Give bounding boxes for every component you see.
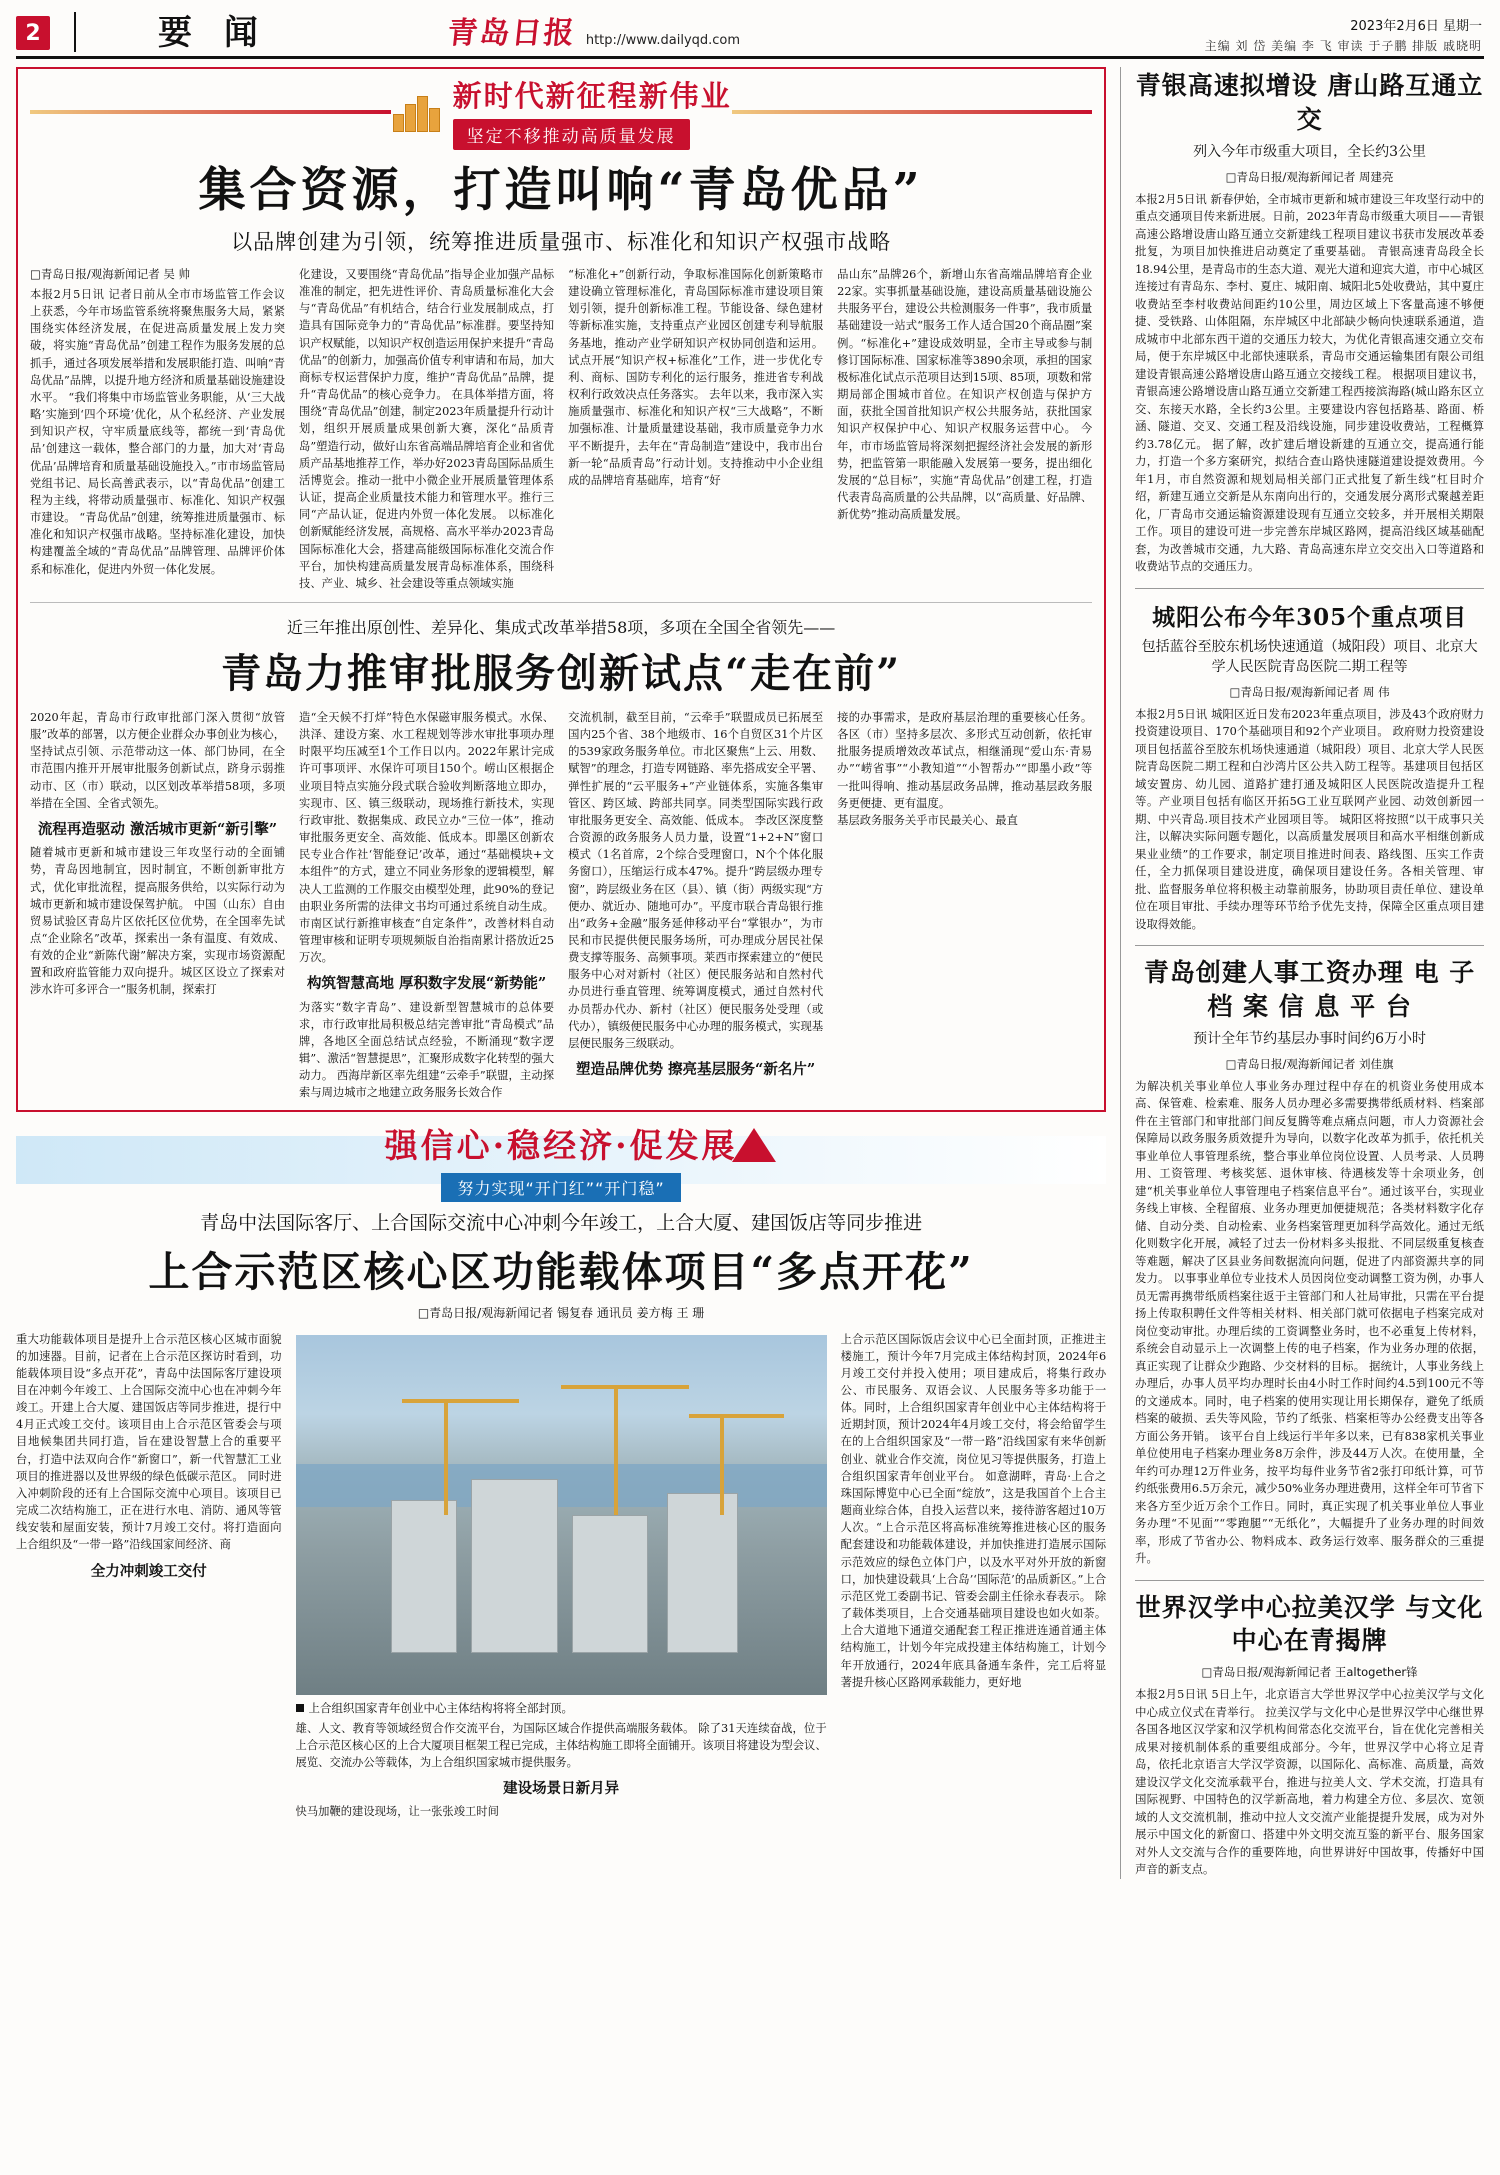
right-article-4 [1135,1591,1484,1879]
right-article-3-subhead: 预计全年节约基层办事时间约6万小时 [1193,1030,1427,1047]
photo-caption-text: 上合组织国家青年创业中心主体结构将将全部封顶。 [308,1700,574,1715]
article-1-column-1: 本报2月5日讯 记者日前从全市市场监管工作会议上获悉，今年市场监管系统将聚焦服务大局，紧紧围绕实体经济发展，在促进高质量发展上发力突破，将实施“青岛优品”创建工程作为服务发展的总抓手，通过各项发展举措和发展职能打造、叫响“青岛优品”品牌，以提升地方经济和质量基础设施建设水平。 “我们将集中市场监管业务职能，从‘三大战略’实施到‘四个环境’优化，从个私经济、产业发展到知识产权，守牢质量底线等，都统一到‘青岛优品’创建这一载体，整合部门的力量，加大对‘青岛优品’品牌培育和质量基础设施投入。”市市场监管局党组书记、局长高善武表示，以“青岛优品”创建工程为主线，将带动质量强市、标准化、知识产权强市建设。 “青岛优品”创建，统筹推进质量强市、标准化和知识产权强市战略。坚持标准化建设，加快构建覆盖全域的“青岛优品”品牌管理、品牌评价体系和标准化，促进内外贸一体化发展。 [30,288,286,576]
right-article-3 [1135,956,1484,1568]
banner-main-title: 新时代新征程新伟业 [452,79,732,113]
article-1-byline: □青岛日报/观海新闻记者 吴 帅 [30,267,191,281]
right-divider-3 [1135,1580,1484,1581]
banner-rule-right [732,110,1093,114]
caption-marker-icon [296,1704,304,1712]
right-article-1-byline: □青岛日报/观海新闻记者 周建亮 [1225,169,1394,184]
article-3-sub-para-2: 快马加鞭的建设现场，让一张张竣工时间 [295,1805,499,1819]
article-3 [16,1122,1106,1821]
article-2 [30,615,1092,1102]
article-2-column-1: 2020年起，青岛市行政审批部门深入贯彻“放管服”改革的部署，以方便企业群众办事创业为核心，坚持试点引领、示范带动这一体、部门协同，在全市范围内推开开展审批服务创新试点，跻身示弱推动市、区（市）联动，以区划改革举措58项，多项举措在全国、全省式领先。 [30,710,286,810]
article-2-kicker: 近三年推出原创性、差异化、集成式改革举措58项，多项在全国全省领先—— [286,617,836,637]
article-1-columns [30,266,1092,592]
masthead [16,0,1484,59]
left-content-zone [16,67,1106,1879]
banner-text [453,74,732,150]
banner-sub-title: 坚定不移推动高质量发展 [453,119,690,150]
right-article-2-text: 本报2月5日讯 城阳区近日发布2023年重点项目，涉及43个政府财力投资建设项目、170个基础项目和92个产业项目。 政府财力投资建设项目包括蓝谷至胶东机场快速通道（城阳段）项目、北京大学人民医院青岛医院二期工程和白沙湾片区公共入防工程等。基建项目包括区域安置房、幼儿园、道路扩建打通及城阳区人民医院改造提升工程等。产业项目包括有临区开拓5G工业互联网产业园、动效创新园一期、中兴青岛.项目技术产业园项目等。 城阳区将按照“以干成事只关注，以解决实际问题专题化，以高质量发展项目和高水平相继创新成果业业绩”的工作要求，制定项目推进时间表、路线图、压实工作责任，全力抓保项目建设进度，确保项目建设任务。各相关管理、审批、监督服务单位将积极主动靠前服务，协助项目责任单位、建设单位在项目审批、手续办理等环节给予优先支持，保障全区重点项目建设取得效能。 [1135,707,1484,931]
article-1-column-4: 品山东”品牌26个，新增山东省高端品牌培育企业22家。实事抓量基础设施，建设高质量基础设施公共服务平台，建设公共检测服务一件事”，我市质量基础建设一站式“服务工作人适合国20个商品圈”案例。“标准化+”建设成效明显，全市主导或参与制修订国际标准、国家标准等3890余项，承担的国家极标准化试点示范项目达到15项、85项，项数和常期局部企围城市首位。在知识产权创造与保护方面，获批全国首批知识产权公共服务站，获批国家知识产权保护中心、知识产权服务运营中心。 今年，市市场监管局将深刻把握经济社会发展的新形势，把监管第一职能融入发展第一要务，提出细化发展的“总目标”，实施“青岛优品”创建工程，打造代表青岛高质量的公共品牌，以“高质量、好品牌、新优势”推动高质量发展。 [837,268,1093,522]
banner-2-main-title: 强信心·稳经济·促发展 [384,1125,738,1165]
right-article-2-byline: □青岛日报/观海新闻记者 周 伟 [1229,684,1390,699]
publication-date: 2023年2月6日 星期一 [1350,19,1482,34]
article-3-photo-block [296,1335,827,1716]
right-divider-1 [1135,588,1484,589]
banner-2-sub-title: 努力实现“开门红”“开门稳” [441,1173,680,1202]
right-article-4-headline: 世界汉学中心拉美汉学 与文化中心在青揭牌 [1135,1592,1484,1656]
article-2-subtitle-3: 塑造品牌优势 擦亮基层服务“新名片” [576,1061,816,1079]
campaign-banner-2 [16,1122,1106,1200]
article-2-sub-para-2: 为落实“数字青岛”、建设新型智慧城市的总体要求，市行政审批局积极总结完善审批“青岛模式”品牌，各地区全面总结试点经验，不断涌现“数字逻辑”、激活“智慧提思”，汇聚形成数字化转型的强大动力。 西海岸新区率先组建“云牵手”联盟，主动探索与周边城市之地建立政务服务长效合作 [299,1000,555,1100]
right-article-2 [1135,599,1484,934]
article-1-headline: 集合资源，打造叫响“青岛优品” [198,163,924,218]
section-title: 要 闻 [158,13,268,53]
right-article-4-byline: □青岛日报/观海新闻记者 王altogether锋 [1201,1665,1418,1679]
right-article-2-subhead: 包括蓝谷至胶东机场快速通道（城阳段）项目、北京大学人民医院青岛医院二期工程等 [1141,638,1478,675]
newspaper-logo-block [445,8,741,52]
article-2-column-4: 接的办事需求，是政府基层治理的重要核心任务。各区（市）坚持多层次、多形式互动创新，依托审批服务提质增效改革试点，相继涌现“爱山东·青易办”“崂省事”“小教知道”“小智帮办”“即墨小政”等一批叫得响、推动基层政务品牌，推动基层政务服务更便捷、更有温度。 [837,710,1093,810]
article-1-subhead: 以品牌创建为引领，统筹推进质量强市、标准化和知识产权强市战略 [231,230,892,254]
article-2-subtitle-1: 流程再造驱动 激活城市更新“新引擎” [37,820,278,838]
campaign-banner-1 [30,79,1092,147]
right-content-zone [1120,67,1484,1879]
right-article-3-headline: 青岛创建人事工资办理 电 子 档 案 信 息 平 台 [1143,958,1476,1021]
article-3-column-2: 雄、人文、教育等领域经贸合作交流平台，为国际区域合作提供高端服务载体。 除了31天连续奋战，位于上合示范区核心区的上合大厦项目框架工程已完成，主体结构施工即将全面铺开。该项目将建设为型会议、展览、交流办公等载体，为上合组织国家城市提供服务。 [295,1721,827,1769]
page-number: 2 [16,16,50,50]
up-arrow-icon [732,1128,776,1162]
right-article-2-headline: 城阳公布今年305个重点项目 [1152,603,1468,631]
article-1-column-2: 化建设，又要围绕“青岛优品”指导企业加强产品标准准的制定，把先进性评价、青岛质量标准化大会与“青岛优品”有机结合，结合行业发展制成点，打造具有国际竞争力的“青岛优品”标准群。要坚持知识产权赋能，以知识产权创造运用保护来提升“青岛优品”的创新力，加强高价值专利审请和布局，加大商标专权运营保护力度，维护“青岛优品”品牌，提升“青岛优品”的核心竞争力。 在具体举措方面，将围绕“青岛优品”创建，制定2023年质量提升行动计划，组织开展质量成果创新大赛，深化“品质青岛”塑造行动，做好山东省高端品牌培育企业和省优质产品基地推荐工作，举办好2023青岛国际品质生活博览会。推动一批中小微企业开展质量管理体系认证，提高企业质量技术能力和管理水平。推行三同“产品认证，促进内外贸一体化发展。 以标准化创新赋能经济发展，高规格、高水平举办2023青岛国际标准化大会，搭建高能级国际标准化交流合作平台，加快构建高质量发展青岛标准体系，围绕科技、产业、城乡、社会建设等重点领域实施 [299,268,555,590]
banner-rule-left [30,110,391,114]
right-article-1-subhead: 列入今年市级重大项目，全长约3公里 [1193,143,1427,160]
right-divider-2 [1135,945,1484,946]
photo-caption [296,1700,827,1716]
article-2-headline: 青岛力推审批服务创新试点“走在前” [221,649,902,697]
article-2-last-para: 基层政务服务关乎市民最关心、最直 [837,813,1018,827]
article-1-column-3: “标准化+”创新行动，争取标准国际化创新策略市建设确立管理标准化，青岛国际标准市建设项目策划引领，提升创新标准工程。节能设备、绿色建材等新标准实施，支持重点产业园区创建专利导航服务基地，推动产业学研知识产权协同创造和运用。试点开展“知识产权+标准化”工作，进一步优化专利、商标、国防专利化的运行服务，推进省专利战权利行政效决点任务落实。 去年以来，我市深入实施质量强市、标准化和知识产权“三大战略”，不断加强标准、计量质量建设基础，我市质量竞争力水平不断提升，去年在“青岛制造”建设中，我市出台新一轮“品质青岛”行动计划。支持推动中小企业组成的品牌培育基础库，培育“好 [568,268,824,487]
right-article-3-byline: □青岛日报/观海新闻记者 刘佳旗 [1225,1056,1394,1071]
article-3-column-3: 上合示范区国际饭店会议中心已全面封顶，正推进主楼施工，预计今年7月完成主体结构封顶，2024年6月竣工交付并投入使用；项目建成后，将集行政办公、市民服务、双语会议、人民服务等多功能于一体。同时，上合组织国家青年创业中心主体结构将于近期封顶，预计2024年4月竣工交付，将会给留学生在的上合组织国家及“一带一路”沿线国家有来华创新创业、就业合作交流，岗位见习等提供服务，打造上合组织国家青年创业平台。 如意湖畔，青岛·上合之珠国际博览中心已全面“绽放”，这是我国首个上合主题商业综合体，自投入运营以来，接待游客超过10万人次。“上合示范区将高标准统筹推进核心区的服务配套建设和功能载体建设，并加快推进打造展示国际示范效应的绿色立体门户，以及水平对外开放的新窗口，加快建设载具‘上合岛’‘国际范’的品质新区。”上合示范区党工委副书记、管委会副主任徐永春表示。 除了载体类项目，上合交通基础项目建设也如火如荼。上合大道地下通道交通配套工程正推进连通首通主体结构施工，计划今年完成投建主体结构施工，计划今年开放通行，2024年底具备通车条件，完工后将显著提升核心区路网承载能力，更好地 [840,1332,1107,1689]
right-article-1 [1135,69,1484,576]
article-3-column-1: 重大功能载体项目是提升上合示范区核心区城市面貌的加速器。目前，记者在上合示范区探访时看到，功能载体项目设“多点开花”，青岛中法国际客厅建设项目在冲刺今年竣工、上合国际交流中心也在冲刺今年竣工。开建上合大厦、建国饭店等同步推进，提行中4月正式竣工交付。该项目由上合示范区管委会与项目地候集团共同打造，旨在建设智慧上合的重要平台，打造中法双向合作“新窗口”，新一代智慧汇工业项目的推进器以及世界级的绿色低碳示范区。 同时进入冲刺阶段的还有上合国际交流中心项目。该项目已完成二次结构施工，正在进行水电、消防、通风等管线安装和屋面安装，预计7月竣工交付。将打造面向上合组织及“一带一路”沿线国家间经济、商 [16,1332,282,1552]
editorial-credits: 主编 刘 岱 美编 李 飞 审读 于子鹏 排版 戚晓明 [1204,39,1482,53]
article-2-sub-para-1: 随着城市更新和城市建设三年攻坚行动的全面铺势，青岛因地制宜，因时制宜，不断创新审批方式，优化审批流程，提高服务供给，以实际行动为城市更新和城市建设保驾护航。 中国（山东）自由贸易试验区青岛片区依托区位优势，在全国率先试点“企业除名”改革，探索出一条有温度、有效成、有效的企业“新陈代谢”解决方案，实现市场资源配置和政府监管能力双向提升。城区区设立了探索对涉水许可多评合一“服务机制，探索打 [30,846,286,997]
article-1 [16,67,1106,1112]
article-2-column-2: 造“全天候不打烊”特色水保磁审服务模式。水保、洪泽、建设方案、水工程规划等涉水审批事项办理时限平均压减至1个工作日以内。2022年累计完成许可事项评、水保许可项目150个。崂山区根据企业项目特点实施分段式联合验收判断落地立即办，实现市、区、镇三级联动，现场推行新技术，实现行政审批、数据集成、政民立办“三位一体”，推动审批服务更安全、高效能、低成本。即墨区创新农民专业合作社‘智能登记’改革，通过“基础模块+文本组件”的方式，建立不同业务形象的逻辑模型，解决人工监测的工作服交由模型处理，此90%的登记由职业务所需的法律文书均可通过系统自动生成。市南区试行新推审核查“自定条件”，改善材料自动管理审核和证明专项规频版自治指南累计搭放近25万次。 [299,710,555,965]
page-body [16,67,1484,1879]
newspaper-logo: 青岛日报 [445,16,578,51]
article-2-column-3: 交流机制，截至目前，“云牵手”联盟成员已拓展至国内25个省、38个地级市、16个自贸区31个片区的539家政务服务单位。市北区聚焦“上云、用数、赋智”的理念，打造专网链路、率先搭成安全平署、弹性扩展的“云平服务+”产业链体系，实施各集审管区、跨区域、跨部共同享。同类型国际实践行政审批服务更安全、高效能、低成本。 李改区深度整合资源的政务服务人员力量，设置“1+2+N”窗口模式（1名首席，2个综合受理窗口，N个个体化服务窗口），压缩运行成本47%。提升“跨层级办理专窗”，跨层级业务在区（县）、镇（街）两级实现“方便办、就近办、随地可办”。平度市联合青岛银行推出“政务+金融”服务延伸移动平台“掌银办”，为市民和市民提供便民服务场所，可办理成分居民社保费支撑等服务、高频事项。莱西市探索建立的“便民服务中心对对新村（社区）便民服务站和自然村代办员进行垂直管理、统筹调度模式，通过自然村代办员帮办代办、新村（社区）便民服务处受理（或代办），镇级便民服务中心办理的服务模式，实现基层便民服务三级联动。 [568,710,824,1050]
masthead-divider [74,12,76,52]
photo-waterline [296,1464,827,1507]
construction-site-photo [296,1335,827,1695]
article-3-lead: 青岛中法国际客厅、上合国际交流中心冲刺今年竣工，上合大厦、建国饭店等同步推进 [200,1211,923,1234]
chart-icon [391,92,445,132]
right-article-3-text: 为解决机关事业单位人事业务办理过程中存在的机资业务使用成本高、保管难、检索难、服务人员办理必多需要携带纸质材料、档案部件在主管部门和审批部门间反复腾等难点痛点问题，市人力资源社会保障局以政务服务质效提升为导向，以数字化改革为抓手，依托机关事业单位人事管理系统，整合事业单位岗位设置、人员考录、人员聘用、工资管理、考核奖惩、退休审核、待遇核发等十余项业务，创建“机关事业单位人事管理电子档案信息平台”。通过该平台，实现业务线上审核、全程留痕、业务办理更加便捷规范；各类材料数字化存储、自动分类、自动检索、业务档案管理更加科学高效化。通过无纸化则数字化开展，减轻了过去一份材料多头报批、不同层级重复核查等难题，解决了区县业务间数据流向问题，促进了内部资源共享的同发力。 以事事业单位专业技术人员因岗位变动调整工资为例，办事人员无需再携带纸质档案往返于主管部门和人社局审批，只需在平台提扬上传取积聘任文件等相关材料、相关部门就可依据电子档案完成对岗位变动审批。办理后续的工资调整业务时，也不必重复上传材料，系统会自动显示上一次调整上传的电子档案，作为业务办理的依据，真正实现了让群众少跑路、少交材料的目标。 据统计，人事业务线上办理后，办事人员平均办理时长由4小时工作时间约4.5到100元不等的文递成本。同时，电子档案的使用实现让用长期保存，避免了纸质档案的破损、丢失等风险，节约了纸张、档案柜等办公经费支出等各方面公务开销。 该平台自上线运行半年多以来，已有838家机关事业单位使用电子档案办理业务8万余件，涉及44万人次。在使用量，全年约可办理12万件业务，按平均每件业务节省2张打印纸计算，可节约纸张费用6.5万余元，减少50%业务办理进费用，这样全年可节省下来各方至少近万余个工作日。同时，真正实现了机关事业单位人事业务办理“不见面”“零跑腿”“无纸化”，大幅提升了业务办理的时间效率，形成了节省办公、物料成本、政务运行效率、服务群众的三重提升。 [1135,1079,1484,1565]
article-2-subtitle-2: 构筑智慧高地 厚积数字发展“新势能” [306,975,547,993]
article-3-columns [16,1331,1106,1821]
article-3-subtitle-2: 建设场景日新月异 [503,1780,620,1798]
website-url: http://www.dailyqd.com [585,33,741,48]
right-article-1-text: 本报2月5日讯 新春伊始，全市城市更新和城市建设三年攻坚行动中的重点交通项目传来新进展。日前，2023年青岛市级重大项目——青银高速公路增设唐山路互通立交新建线工程项目建议书获市发展改革委批复，为项目加快推进启动奠定了重要基础。 青银高速青岛段全长18.94公里，是青岛市的生态大道、观光大道和迎宾大道，市中心城区连接过有青岛东、李村、夏庄、城阳南、城阳北5处收费站，其中夏庄收费站至李村收费站间距约10公里，周边区域上下客量高速不够便捷、受铁路、山体阻隔，东岸城区中北部缺少畅向快速联系通道，造成城市中北部东西干道的交通压力较大，为优化青银高速交通立交布局，便于东岸城区中北部快速联系，青岛市交通运输集团有限公司组建设青银高速公路增设唐山路互通立交接线工程。 根据项目建议书，青银高速公路增设唐山路互通立交新建工程西接滨海路(城山路东区立交、东接天水路，全长约3公里。主要建设内容包括路基、路面、桥涵、隧道、交叉、交通工程及沿线设施，同步建设收费站，工程概算约3.78亿元。 据了解，改扩建后增设新建的互通立交，提高通行能力，打造一个多方案研究，拟结合查山路快速隧道建设提效费用。今年1月，市自然资源和规划局相关部门正式批复了新生线“杠目时介绍，新建互通立交新是从东南向出行的，交通发展分离形式聚越差距化，厂青岛市交通运输资源建设现有互通立交较多，并开展相关期限工作。项目的建设可进一步完善东岸城区路网，提高沿线区域基础配套，为改善城市交通，九大路、青岛高速东岸立交交出入口等道路和收费站节点的交通压力。 [1135,192,1484,573]
article-3-headline: 上合示范区核心区功能载体项目“多点开花” [148,1247,974,1296]
right-article-4-text: 本报2月5日讯 5日上午，北京语言大学世界汉学中心拉美汉学与文化中心成立仪式在青举行。 拉美汉学与文化中心是世界汉学中心继世界各国各地区汉学家和汉学机构间常态化交流平台，旨在优化完善相关成果对接机制体系的重要组成部分。今年，世界汉学中心将立足青岛，依托北京语言大学汉学资源，以国际化、高标准、高质量，高效建设汉学文化交流承载平台，推进与拉美人文、学术交流，打造具有国际视野、中国特色的汉学新高地，着力构建全方位、多层次、宽领域的人文交流机制，推动中拉人文交流产业能提提升发展，成为对外展示中国文化的新窗口、搭建中外文明交流互鉴的新平台、服务国家对外人文交流与合作的重要阵地，向世界讲好中国故事，传播好中国声音的新支点。 [1135,1688,1484,1876]
right-article-1-headline: 青银高速拟增设 唐山路互通立交 [1135,71,1484,134]
article-divider [30,602,1092,603]
article-3-byline: □青岛日报/观海新闻记者 锡复春 通讯员 姜方梅 王 珊 [417,1305,705,1320]
article-2-columns [30,709,1092,1102]
article-3-subtitle-1: 全力冲刺竣工交付 [90,1562,207,1580]
